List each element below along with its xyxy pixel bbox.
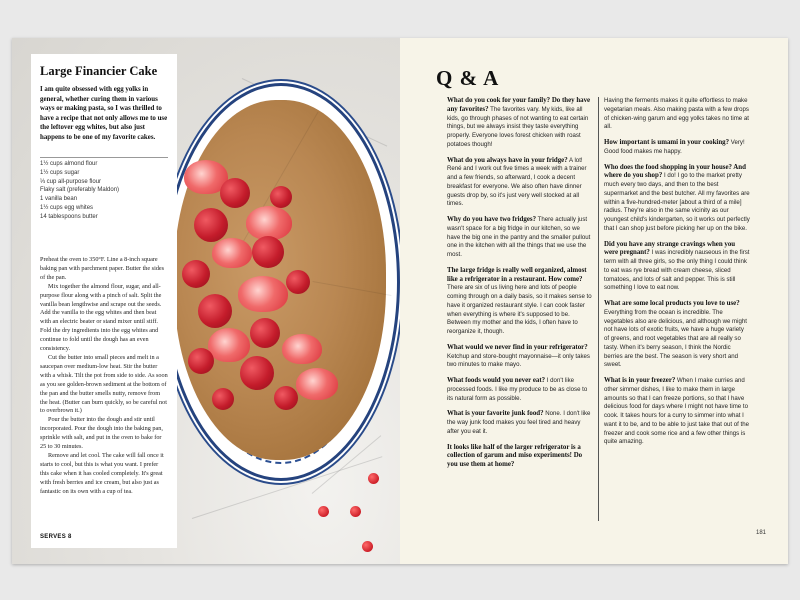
raspberry <box>252 236 284 268</box>
qa-item <box>604 164 750 234</box>
raspberry <box>286 270 310 294</box>
question: What are some local products you love to use? <box>604 300 740 307</box>
left-page-photo <box>12 38 400 564</box>
strawberry <box>246 206 292 240</box>
divider <box>40 157 168 158</box>
raspberry <box>198 294 232 328</box>
qa-item <box>447 216 593 260</box>
qa-column-1 <box>447 97 593 477</box>
strawberry <box>212 238 252 268</box>
qa-item <box>604 97 750 132</box>
question: Who does the food shopping in your house? And where do you shop? <box>604 163 746 180</box>
method-step: Cut the butter into small pieces and melt in a saucepan over medium-low heat. Stir the butter with a whisk. Tilt the pot from side to side. As soon as you see golden-brown sediment at the bottom of the pan and the butter smells nutty, remove from the heat. (Butter can burn quickly, so be careful not to overbrown it.) <box>40 353 168 415</box>
raspberry <box>240 356 274 390</box>
question: What foods would you never eat? <box>447 377 546 384</box>
answer: Having the ferments makes it quite effortless to make vegetarian meals. Also making pasta with a few drops of chicken-wing garum and egg yolks takes no time at all. <box>604 97 749 131</box>
qa-page <box>400 38 788 564</box>
question: What do you always have in your fridge? <box>447 156 568 164</box>
red-currant <box>318 506 329 517</box>
strawberry <box>208 328 250 362</box>
answer: None. I don't like the way junk food makes you feel tired and heavy after you eat it. <box>447 410 591 435</box>
question: What is in your freezer? <box>604 377 676 384</box>
answer: I don't like processed foods. I like my produce to be as close to its natural form as possible. <box>447 377 588 402</box>
question: It looks like half of the larger refrigerator is a collection of garum and miso experiments! Do you use them at home? <box>447 443 583 468</box>
raspberry <box>194 208 228 242</box>
qa-column-2 <box>604 97 750 454</box>
recipe-title: Large Financier Cake <box>40 64 158 78</box>
method-step: Preheat the oven to 350°F. Line a 8-inch square baking pan with parchment paper. Butter the sides of the pan. <box>40 256 165 281</box>
qa-item <box>604 139 750 157</box>
recipe-method <box>40 256 168 496</box>
method-step: Pour the butter into the dough and stir until incorporated. Pour the dough into the baking pan, sprinkle with salt, and put in the oven to bake for 25 to 30 minutes. <box>40 416 163 451</box>
page-number: 181 <box>755 530 766 536</box>
question: What would we never find in your refrigerator? <box>447 343 588 351</box>
raspberry <box>188 348 214 374</box>
qa-title: Q & A <box>436 66 500 90</box>
raspberry <box>182 260 210 288</box>
strawberry <box>296 368 338 400</box>
question: Did you have any strange cravings when you were pregnant? <box>604 240 736 257</box>
qa-item <box>447 267 593 337</box>
column-divider <box>598 97 599 521</box>
ingredient-list <box>40 160 168 222</box>
question: How important is umami in your cooking? <box>604 139 730 146</box>
question: Why do you have two fridges? <box>447 216 537 223</box>
answer: Everything from the ocean is incredible. The vegetables also are delicious, and although we might not have lots of exotic fruits, we have a huge variety of greens, and root vegetables that are all really so tasty. When it's berry season, I think the Nordic berries are the best. The season is very short and sweet. <box>604 308 747 369</box>
red-currant <box>368 473 379 484</box>
ingredient-item: Flaky salt (preferably Maldon) <box>40 187 120 194</box>
answer: I do! I go to the market pretty much every two days, and then to the best supermarket and the best butcher. All my favorites are within a five-hundred-meter [about a third of a mile] radius. They're also in the same vicinity as our youngest child's kindergarten, so it works out perfectly that I can shop just before picking her up on the bike. <box>604 172 750 232</box>
qa-item <box>447 344 593 370</box>
raspberry <box>212 388 234 410</box>
qa-item <box>604 300 750 370</box>
answer: Ketchup and store-bought mayonnaise—it only takes two minutes to make mayo. <box>447 352 590 369</box>
ingredient-item: 1 vanilla bean <box>40 196 78 203</box>
qa-item <box>447 444 593 470</box>
qa-item <box>447 97 593 150</box>
red-currant <box>362 541 373 552</box>
question: The large fridge is really well organized, almost like a refrigerator in a restaurant. How come? <box>447 266 587 283</box>
raspberry <box>220 178 250 208</box>
ingredient-item: 1½ cups sugar <box>40 169 80 176</box>
answer: The favorites vary. My kids, like all kids, go through phases of not wanting to eat certain things, but we always insist they taste everything properly. Everyone loves forest chicken with roast potatoes though! <box>447 105 589 148</box>
serves-label: SERVES 8 <box>40 534 72 540</box>
raspberry <box>250 318 280 348</box>
answer: There actually just wasn't space for a big fridge in our kitchen, so we have the big one in the pantry and the smaller pullout one in the kitchen with all the things that we use the most. <box>447 216 591 258</box>
ingredient-item: 1½ cups egg whites <box>40 204 94 211</box>
recipe-card <box>31 54 177 548</box>
raspberry <box>274 386 298 410</box>
qa-item <box>447 377 593 403</box>
ingredient-item: 1½ cups almond flour <box>40 161 98 167</box>
qa-item <box>447 157 593 210</box>
strawberry <box>282 334 322 364</box>
qa-item <box>447 410 593 436</box>
question: What is your favorite junk food? <box>447 410 544 418</box>
question: What do you cook for your family? Do they have any favorites? <box>447 97 591 113</box>
method-step: Mix together the almond flour, sugar, and all-purpose flour along with a pinch of salt. Split the vanilla bean lengthwise and scrape out the seeds. Add the vanilla to the egg whites and then beat with an electric beater or stand mixer until stiff. Fold the dry ingredients into the egg whites and continue to fold until the dough has an even consistency. <box>40 282 162 353</box>
ingredient-item: ⅓ cup all-purpose flour <box>40 178 102 185</box>
answer: A lot! René and I work out five times a week with a trainer and a few friends, so afterward, I cook a decent breakfast for everyone. We also often have dinner guests drop by, so it's just very well stocked at all times. <box>447 156 587 208</box>
method-step: Remove and let cool. The cake will fall once it starts to cool, but this is what you want. I prefer this cake when it has cooled completely. It's great with fresh berries and ice cream, but also just as fantastic on its own with a cup of tea. <box>40 451 164 495</box>
answer: There are six of us living here and lots of people coming through on a daily basis, so it makes sense to have it organized restaurant style. I can cook faster when everything is where it's supposed to be. Between my mother and the kids, I often have to reorganize it, though. <box>447 284 592 335</box>
ingredient-item: 14 tablespoons butter <box>40 213 98 220</box>
raspberry <box>270 186 292 208</box>
qa-item <box>604 377 750 447</box>
book-spread <box>12 38 788 564</box>
strawberry <box>238 276 288 312</box>
answer: When I make curries and other simmer dishes, I like to make them in large amounts so that I can freeze portions, so that I have delicious food for days where I might not have time to cook. It takes hours for a curry to simmer into what I want it to be, and to be able to just take that out of the freezer and cook some rice and a few other things is quite amazing. <box>604 377 749 446</box>
recipe-intro: I am quite obsessed with egg yolks in general, whether curing them in various ways or making pasta, so I was thrilled to have a recipe that not only allows me to use the leftover egg whites, but also just happens to be one of my favorite cakes. <box>40 86 168 141</box>
answer: I was incredibly nauseous in the first term with all three girls, so the only thing I could think to eat was rye bread with cream cheese, sliced tomatoes, and lots of salt and pepper. This is still something I love to eat now. <box>604 249 750 292</box>
red-currant <box>350 506 361 517</box>
qa-item <box>604 241 750 294</box>
answer: Very! Good food makes me happy. <box>604 139 745 155</box>
